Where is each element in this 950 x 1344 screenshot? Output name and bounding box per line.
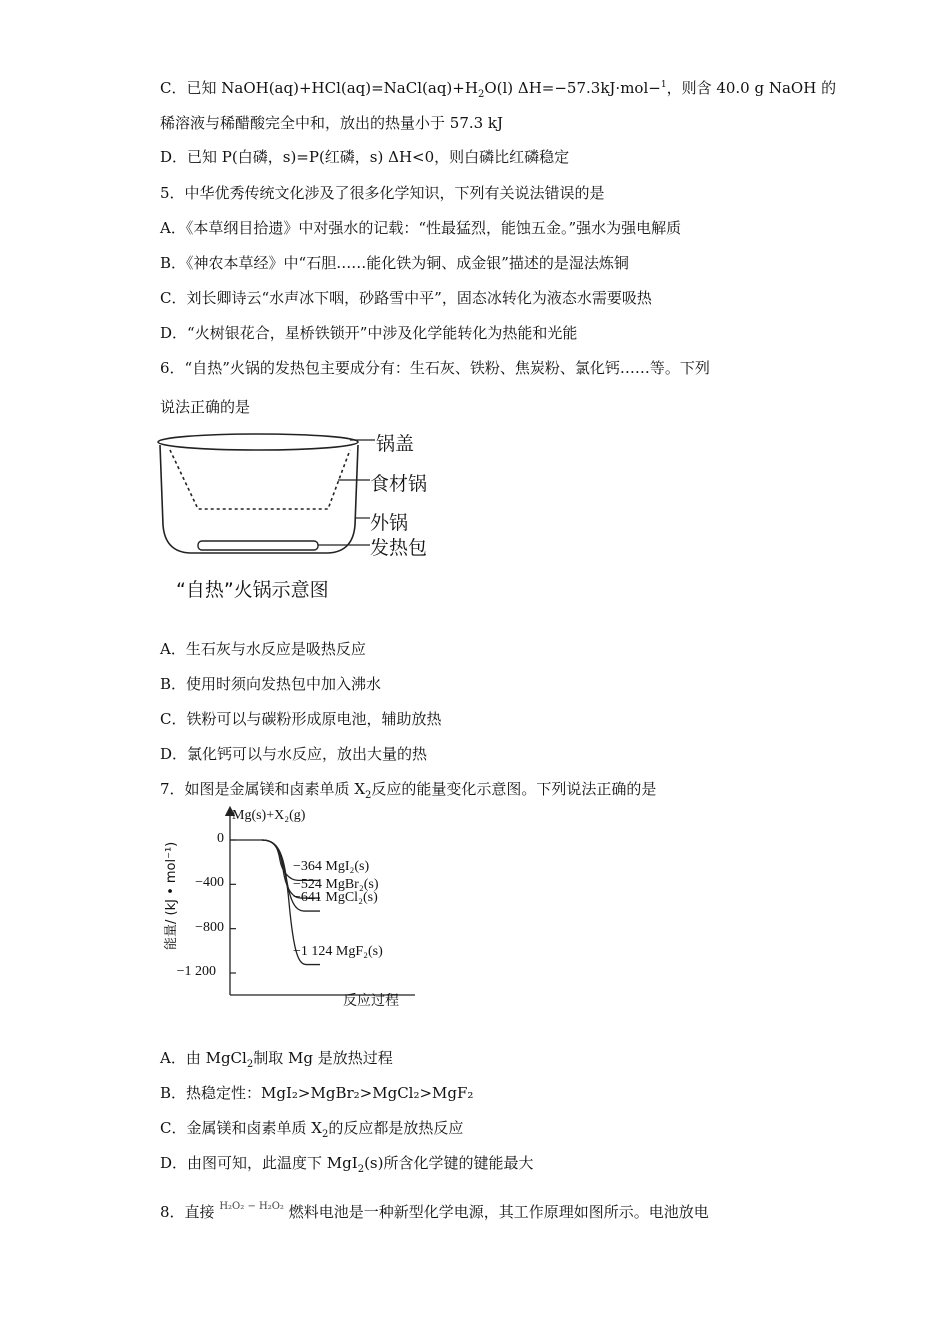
q4-c-suffix: ，则含 40.0 g NaOH 的 bbox=[666, 79, 837, 97]
x-axis-label: 反应过程 bbox=[343, 993, 399, 1009]
q6-option-c: C．铁粉可以与碳粉形成原电池，辅助放热 bbox=[160, 710, 442, 728]
energy-chart bbox=[150, 805, 430, 1015]
q6-stem-line2: 说法正确的是 bbox=[160, 398, 251, 416]
q5-option-a: A．《本草纲目拾遗》中对强水的记载：“性最猛烈，能蚀五金。”强水为强电解质 bbox=[160, 219, 682, 237]
q7-option-c: C．金属镁和卤素单质 $X_2$的反应都是放热反应 bbox=[160, 1119, 464, 1140]
q7-c-post: 的反应都是放热反应 bbox=[328, 1119, 464, 1137]
q8-prefix: 8．直接 bbox=[160, 1203, 215, 1221]
q4-c-prefix: C．已知 NaOH(aq)+HCl(aq)=NaCl(aq)+H bbox=[160, 79, 478, 97]
series-label: −364 MgI₂(s) bbox=[293, 859, 370, 875]
q4-option-d: D．已知 P(白磷，s)=P(红磷，s) ΔH<0，则白磷比红磷稳定 bbox=[160, 148, 570, 166]
q8-formula: H₂O₂ − H₂O₂ bbox=[219, 1201, 284, 1212]
hotpot-caption: “自热”火锅示意图 bbox=[176, 579, 329, 601]
y-tick-label: 0 bbox=[217, 831, 224, 846]
series-label: −524 MgBr₂(s) bbox=[293, 877, 379, 893]
q6-option-a: A．生石灰与水反应是吸热反应 bbox=[160, 640, 366, 658]
y-tick-label: −1 200 bbox=[176, 964, 216, 979]
q6-stem-line1: 6．“自热”火锅的发热包主要成分有：生石灰、铁粉、焦炭粉、氯化钙……等。下列 bbox=[160, 359, 710, 377]
q7-d-pre: D．由图可知，此温度下 MgI bbox=[160, 1154, 358, 1172]
label-heat-pack: 发热包 bbox=[370, 537, 428, 559]
q6-option-b: B．使用时须向发热包中加入沸水 bbox=[160, 675, 382, 693]
q7-c-pre: C．金属镁和卤素单质 X bbox=[160, 1119, 322, 1137]
outer-pot-outline bbox=[160, 445, 358, 553]
q7-a-post: 制取 Mg 是放热过程 bbox=[253, 1049, 393, 1067]
series-label: −1 124 MgF₂(s) bbox=[293, 943, 383, 959]
series-label: −641 MgCl₂(s) bbox=[293, 890, 378, 906]
label-food-pot: 食材锅 bbox=[370, 473, 428, 495]
q7-stem: 7．如图是金属镁和卤素单质 $X_2$反应的能量变化示意图。下列说法正确的是 bbox=[160, 780, 657, 801]
q4-option-c: C．已知 $NaOH(aq)+HCl(aq)=NaCl(aq)+H_2O(l)$ ΔH=−57.3kJ·mol−$^1$，则含 40.0 g NaOH 的 bbox=[160, 79, 837, 100]
q5-option-d: D．“火树银花合，星桥铁锁开”中涉及化学能转化为热能和光能 bbox=[160, 324, 578, 342]
heat-pack-shape bbox=[198, 541, 318, 550]
q4-c-sup: 1 bbox=[660, 80, 667, 90]
start-label: Mg(s)+X₂(g) bbox=[232, 808, 306, 823]
q4-c-mid: O(l) ΔH=−57.3kJ·mol− bbox=[484, 79, 661, 97]
y-axis-label: 能量/ (kJ • mol⁻¹) bbox=[164, 841, 179, 950]
y-tick-label: −800 bbox=[195, 919, 224, 935]
q7-stem-post: 反应的能量变化示意图。下列说法正确的是 bbox=[371, 780, 657, 798]
food-pot-outline bbox=[170, 450, 350, 509]
q4-c-line2: 稀溶液与稀醋酸完全中和，放出的热量小于 57.3 kJ bbox=[160, 114, 504, 132]
label-lid: 锅盖 bbox=[376, 433, 415, 455]
q5-option-b: B．《神农本草经》中“石胆……能化铁为铜、成金银”描述的是湿法炼铜 bbox=[160, 254, 629, 272]
q7-d-post: (s)所含化学键的键能最大 bbox=[364, 1154, 534, 1172]
q7-stem-pre: 7．如图是金属镁和卤素单质 X bbox=[160, 780, 365, 798]
q7-option-b: B．热稳定性：MgI₂>MgBr₂>MgCl₂>MgF₂ bbox=[160, 1084, 474, 1102]
q7-option-d: D．由图可知，此温度下 MgI$_2$(s)所含化学键的键能最大 bbox=[160, 1154, 534, 1175]
q5-stem: 5．中华优秀传统文化涉及了很多化学知识，下列有关说法错误的是 bbox=[160, 184, 605, 202]
lid-ellipse bbox=[158, 434, 358, 450]
q7-option-a: A．由 MgCl$_2$制取 Mg 是放热过程 bbox=[160, 1049, 393, 1070]
label-outer-pot: 外锅 bbox=[370, 512, 409, 534]
q8-suffix: 燃料电池是一种新型化学电源，其工作原理如图所示。电池放电 bbox=[288, 1203, 709, 1221]
y-tick-label: −400 bbox=[195, 875, 224, 891]
q6-option-d: D．氯化钙可以与水反应，放出大量的热 bbox=[160, 745, 428, 763]
q5-option-c: C．刘长卿诗云“水声冰下咽，砂路雪中平”，固态冰转化为液态水需要吸热 bbox=[160, 289, 652, 307]
q7-a-pre: A．由 MgCl bbox=[160, 1049, 247, 1067]
q8-stem bbox=[160, 1202, 709, 1225]
